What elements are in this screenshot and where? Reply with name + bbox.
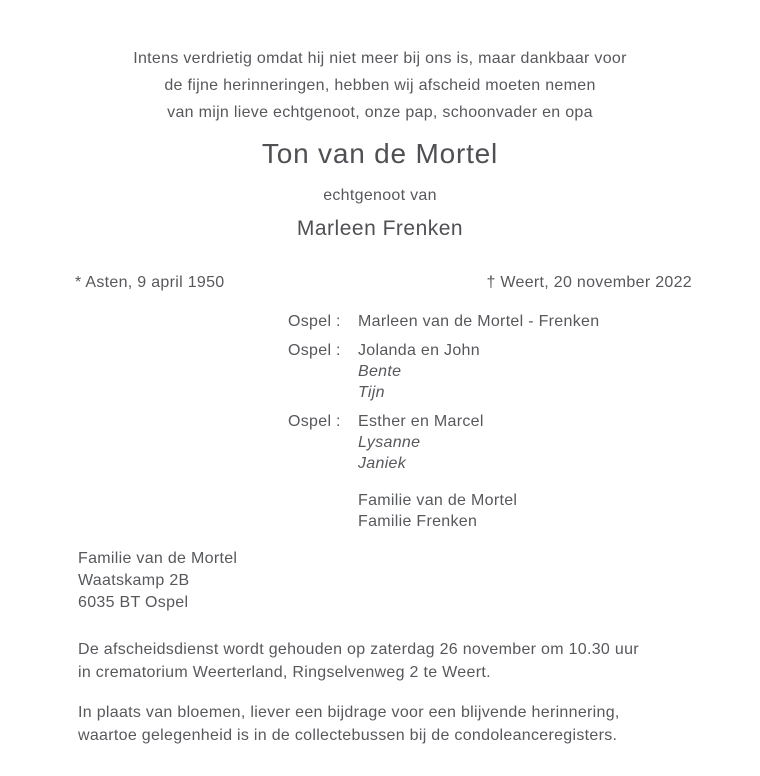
relatives-group xyxy=(288,340,599,403)
relative-names xyxy=(358,411,484,474)
relatives-list xyxy=(288,311,599,540)
donation-info xyxy=(78,701,620,747)
life-dates xyxy=(75,274,692,292)
relative-name: Lysanne xyxy=(358,434,421,451)
relative-name: Esther en Marcel xyxy=(358,413,484,430)
text-line: in crematorium Weerterland, Ringselvenweg 2 te Weert. xyxy=(78,664,491,681)
deceased-name: Ton van de Mortel xyxy=(261,138,499,169)
text-line: Waatskamp 2B xyxy=(78,572,190,589)
text-line: Intens verdrietig omdat hij niet meer bij ons is, maar dankbaar voor xyxy=(133,50,627,67)
relatives-group xyxy=(288,490,599,532)
intro-text xyxy=(0,45,760,126)
relative-names xyxy=(358,340,480,403)
relatives-group xyxy=(288,311,599,332)
relative-name: Familie van de Mortel xyxy=(358,492,518,509)
relative-name: Janiek xyxy=(358,455,407,472)
relatives-group xyxy=(288,411,599,474)
text-line: de fijne herinneringen, hebben wij afscheid moeten nemen xyxy=(164,77,596,94)
relation-label: echtgenoot van xyxy=(323,187,437,204)
residence-label: Ospel : xyxy=(288,342,341,359)
relative-name: Marleen van de Mortel - Frenken xyxy=(358,313,600,330)
correspondence-address xyxy=(78,548,237,614)
death-place-date: † Weert, 20 november 2022 xyxy=(486,274,692,291)
text-line: waartoe gelegenheid is in de collectebussen bij de condoleanceregisters. xyxy=(78,727,618,744)
relative-names xyxy=(358,490,517,532)
residence-label xyxy=(288,490,358,532)
residence-label: Ospel : xyxy=(288,313,341,330)
residence-label: Ospel : xyxy=(288,413,341,430)
relative-name: Familie Frenken xyxy=(358,513,478,530)
relative-name: Tijn xyxy=(358,384,385,401)
text-line: van mijn lieve echtgenoot, onze pap, schoonvader en opa xyxy=(167,104,593,121)
text-line: Familie van de Mortel xyxy=(78,550,238,567)
birth-place-date: * Asten, 9 april 1950 xyxy=(75,274,225,291)
spouse-name: Marleen Frenken xyxy=(296,217,464,240)
text-line: 6035 BT Ospel xyxy=(78,594,189,611)
service-info xyxy=(78,638,639,684)
text-line: In plaats van bloemen, liever een bijdrage voor een blijvende herinnering, xyxy=(78,704,620,721)
relative-name: Jolanda en John xyxy=(358,342,480,359)
relative-name: Bente xyxy=(358,363,402,380)
relative-names xyxy=(358,311,599,332)
text-line: De afscheidsdienst wordt gehouden op zaterdag 26 november om 10.30 uur xyxy=(78,641,639,658)
